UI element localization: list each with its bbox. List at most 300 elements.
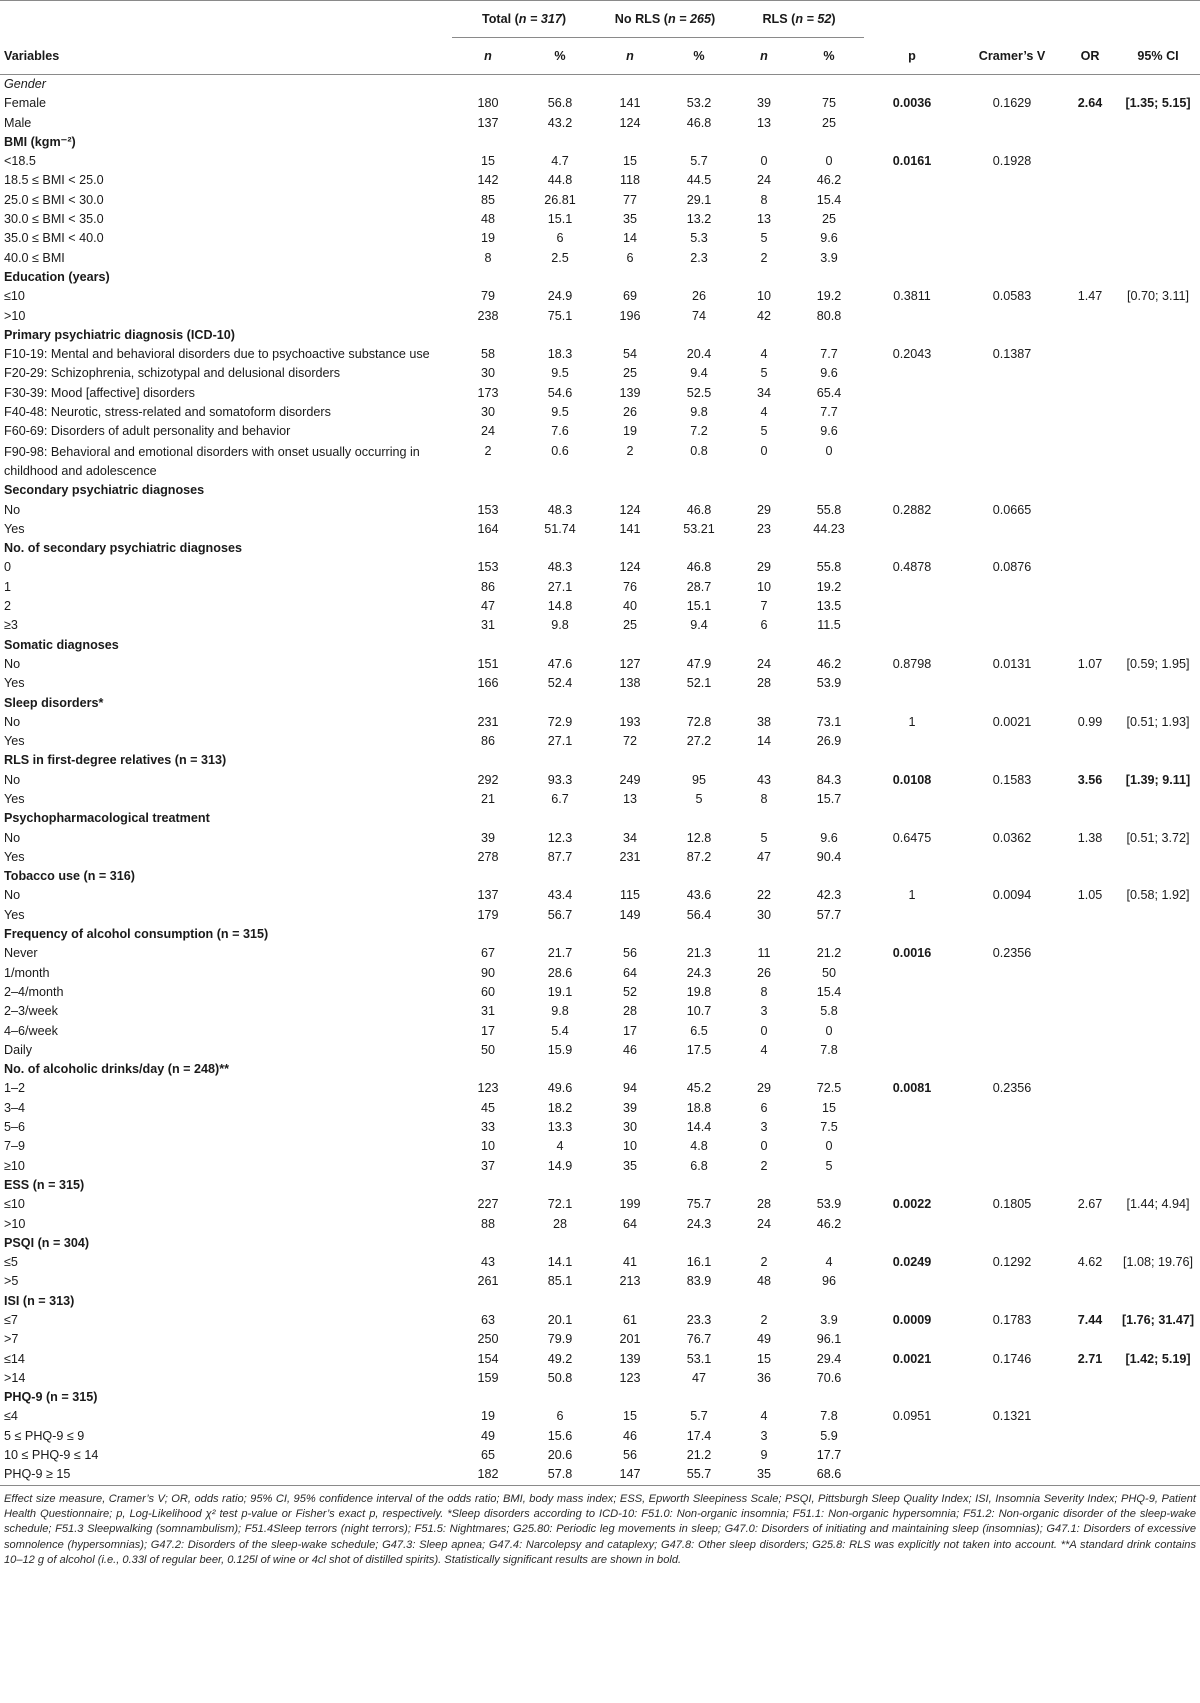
cell-conf-interval xyxy=(1116,1118,1200,1137)
cell-conf-interval xyxy=(1116,539,1200,558)
cell-total-pct: 12.3 xyxy=(547,830,573,845)
cell-norls-pct: 56.4 xyxy=(686,907,712,922)
col-header-ci: 95% CI xyxy=(1116,38,1200,75)
cell-conf-interval xyxy=(1116,403,1200,422)
cell-odds-ratio xyxy=(1064,694,1116,713)
cell-total-pct: 15.6 xyxy=(547,1428,573,1443)
cell-total-pct: 57.8 xyxy=(524,1465,596,1485)
cell-norls-pct xyxy=(664,75,734,95)
cell-total-pct: 13.3 xyxy=(547,1120,573,1135)
cell-conf-interval: [0.51; 1.93] xyxy=(1126,714,1190,729)
cell-total-n: 21 xyxy=(480,791,495,806)
cell-odds-ratio xyxy=(1064,867,1116,886)
cell-odds-ratio xyxy=(1064,1157,1116,1176)
cell-norls-pct: 9.4 xyxy=(690,366,708,381)
cell-total-n: 137 xyxy=(477,115,499,130)
row-label: F40-48: Neurotic, stress-related and somatoform disorders xyxy=(4,405,331,420)
cell-cramers-v xyxy=(960,422,1064,441)
cell-conf-interval xyxy=(1116,1292,1200,1311)
row-label: 5 ≤ PHQ-9 ≤ 9 xyxy=(4,1428,85,1443)
cell-p-value xyxy=(864,1118,960,1137)
cell-rls-pct: 17.7 xyxy=(816,1448,842,1463)
cell-odds-ratio xyxy=(1064,751,1116,770)
cell-rls-n xyxy=(734,809,794,828)
cell-rls-pct: 80.8 xyxy=(816,308,842,323)
table-row xyxy=(0,249,1200,268)
cell-rls-pct: 7.8 xyxy=(820,1409,838,1424)
cell-norls-pct: 52.1 xyxy=(686,676,712,691)
row-label: ≤7 xyxy=(4,1313,18,1327)
cell-total-pct xyxy=(524,1176,596,1195)
cell-odds-ratio xyxy=(1064,578,1116,597)
table-row xyxy=(0,1311,1200,1330)
cell-odds-ratio xyxy=(1064,268,1116,287)
cell-cramers-v xyxy=(960,1234,1064,1253)
cell-norls-pct: 52.5 xyxy=(686,385,712,400)
cell-total-pct: 0.6 xyxy=(551,443,569,458)
cell-cramers-v xyxy=(960,442,1064,482)
row-label: Yes xyxy=(4,907,25,922)
cell-p-value xyxy=(864,268,960,287)
cell-p-value xyxy=(864,364,960,383)
cell-cramers-v xyxy=(960,674,1064,693)
table-row xyxy=(0,1350,1200,1369)
cell-odds-ratio: 0.99 xyxy=(1077,714,1103,729)
cell-p-value xyxy=(864,1041,960,1060)
cell-norls-pct: 2.3 xyxy=(690,250,708,265)
cell-p-value xyxy=(864,616,960,635)
row-label: >14 xyxy=(4,1370,26,1385)
table-row xyxy=(0,1427,1200,1446)
cell-norls-pct: 17.5 xyxy=(686,1042,712,1057)
section-row xyxy=(0,133,1200,152)
cell-conf-interval xyxy=(1116,326,1200,345)
cell-conf-interval: [0.70; 3.11] xyxy=(1126,289,1190,304)
table-row xyxy=(0,655,1200,674)
cell-total-pct: 7.6 xyxy=(551,424,569,439)
section-label: Somatic diagnoses xyxy=(4,637,119,652)
cell-cramers-v xyxy=(960,326,1064,345)
cell-rls-pct: 4 xyxy=(825,1255,833,1270)
cell-odds-ratio xyxy=(1064,326,1116,345)
cell-norls-pct xyxy=(664,636,734,655)
cell-norls-n xyxy=(596,1292,664,1311)
cell-p-value xyxy=(864,1292,960,1311)
cell-rls-n xyxy=(734,1060,794,1079)
cell-cramers-v xyxy=(960,1465,1064,1485)
cell-total-pct xyxy=(524,751,596,770)
cell-cramers-v xyxy=(960,1446,1064,1465)
cell-conf-interval xyxy=(1116,481,1200,500)
cell-total-pct: 20.1 xyxy=(547,1313,573,1327)
cell-cramers-v: 0.1805 xyxy=(992,1197,1032,1212)
cell-conf-interval xyxy=(1116,867,1200,886)
col-header-norls-pct: % xyxy=(664,38,734,75)
cell-conf-interval: [0.59; 1.95] xyxy=(1126,656,1190,671)
cell-total-pct: 9.5 xyxy=(551,366,569,381)
cell-rls-n: 6 xyxy=(760,618,768,633)
cell-p-value: 0.8798 xyxy=(892,656,932,671)
cell-cramers-v xyxy=(960,906,1064,925)
cell-rls-pct: 15.7 xyxy=(816,791,842,806)
cell-conf-interval xyxy=(1116,520,1200,539)
cell-conf-interval xyxy=(1116,501,1200,520)
cell-total-pct: 15.1 xyxy=(547,212,573,227)
cell-total-pct: 20.6 xyxy=(547,1448,573,1463)
cell-odds-ratio xyxy=(1064,403,1116,422)
cell-total-n xyxy=(452,268,524,287)
cell-norls-n: 141 xyxy=(619,521,641,536)
table-row xyxy=(0,1253,1200,1272)
cell-total-n: 137 xyxy=(477,888,499,903)
cell-norls-pct: 28.7 xyxy=(686,579,712,594)
table-row xyxy=(0,983,1200,1002)
cell-total-pct: 2.5 xyxy=(551,250,569,265)
cell-norls-pct: 6.5 xyxy=(690,1023,708,1038)
cell-rls-pct: 19.2 xyxy=(816,289,842,304)
cell-conf-interval xyxy=(1116,1137,1200,1156)
table-row xyxy=(0,1465,1200,1485)
cell-cramers-v xyxy=(960,578,1064,597)
cell-conf-interval xyxy=(1116,1002,1200,1021)
cell-total-n xyxy=(452,133,524,152)
cell-cramers-v: 0.0094 xyxy=(992,888,1032,903)
cell-p-value xyxy=(864,326,960,345)
cell-norls-n: 199 xyxy=(619,1197,641,1212)
cell-rls-pct: 21.2 xyxy=(816,946,842,961)
cell-odds-ratio xyxy=(1064,1388,1116,1407)
row-label: F20-29: Schizophrenia, schizotypal and delusional disorders xyxy=(4,366,341,381)
cell-norls-pct: 26 xyxy=(692,289,707,304)
cell-total-pct: 54.6 xyxy=(547,385,573,400)
cell-p-value xyxy=(864,1427,960,1446)
cell-rls-n: 6 xyxy=(760,1100,768,1115)
cell-rls-n: 8 xyxy=(760,984,768,999)
cell-total-n xyxy=(452,1176,524,1195)
cell-norls-pct: 13.2 xyxy=(686,212,712,227)
section-label: Psychopharmacological treatment xyxy=(4,811,210,826)
cell-norls-pct: 14.4 xyxy=(686,1120,712,1135)
table-row xyxy=(0,520,1200,539)
cell-conf-interval xyxy=(1116,906,1200,925)
cell-rls-pct: 75 xyxy=(822,96,837,111)
cell-rls-pct: 7.7 xyxy=(820,405,838,420)
row-label: 40.0 ≤ BMI xyxy=(4,250,65,265)
cell-odds-ratio xyxy=(1064,191,1116,210)
cell-conf-interval xyxy=(1116,1060,1200,1079)
cell-conf-interval xyxy=(1116,964,1200,983)
cell-norls-n: 124 xyxy=(619,560,641,575)
cell-conf-interval xyxy=(1116,790,1200,809)
cell-total-pct xyxy=(524,1060,596,1079)
cell-norls-pct: 53.1 xyxy=(686,1351,712,1366)
cell-cramers-v xyxy=(960,732,1064,751)
cell-norls-n: 26 xyxy=(622,405,637,420)
cell-p-value xyxy=(864,1369,960,1388)
cell-rls-pct: 46.2 xyxy=(816,656,842,671)
cell-cramers-v xyxy=(960,114,1064,133)
cell-odds-ratio xyxy=(1064,636,1116,655)
row-label: 35.0 ≤ BMI < 40.0 xyxy=(4,231,104,246)
table-row xyxy=(0,287,1200,306)
cell-norls-pct xyxy=(664,326,734,345)
cell-norls-pct: 46.8 xyxy=(686,502,712,517)
cell-norls-n xyxy=(596,636,664,655)
cell-norls-pct xyxy=(664,481,734,500)
cell-total-n xyxy=(452,751,524,770)
cell-norls-n: 56 xyxy=(622,946,637,961)
cell-odds-ratio xyxy=(1064,210,1116,229)
cell-conf-interval xyxy=(1116,578,1200,597)
cell-conf-interval xyxy=(1116,307,1200,326)
cell-norls-pct: 27.2 xyxy=(686,734,712,749)
cell-rls-n: 5 xyxy=(760,366,768,381)
row-label: >7 xyxy=(4,1332,19,1347)
section-label: Tobacco use (n = 316) xyxy=(4,869,135,884)
section-row xyxy=(0,326,1200,345)
cell-rls-pct xyxy=(794,751,864,770)
cell-cramers-v xyxy=(960,790,1064,809)
cell-rls-n: 47 xyxy=(757,849,772,864)
row-label: No xyxy=(4,830,21,845)
cell-rls-n: 3 xyxy=(760,1428,768,1443)
cell-total-n: 2 xyxy=(484,443,492,458)
cell-norls-n xyxy=(596,1388,664,1407)
cell-total-n: 50 xyxy=(480,1042,495,1057)
cell-p-value xyxy=(864,114,960,133)
cell-total-pct: 44.8 xyxy=(547,173,573,188)
cell-total-pct: 49.6 xyxy=(547,1081,573,1096)
cell-norls-n: 139 xyxy=(619,1351,641,1366)
cell-norls-pct: 55.7 xyxy=(664,1465,734,1485)
cell-p-value xyxy=(864,1176,960,1195)
cell-total-n: 166 xyxy=(477,676,499,691)
row-label: F30-39: Mood [affective] disorders xyxy=(4,385,195,400)
cell-cramers-v xyxy=(960,171,1064,190)
cell-odds-ratio xyxy=(1064,597,1116,616)
cell-odds-ratio xyxy=(1064,1079,1116,1098)
cell-rls-n xyxy=(734,751,794,770)
cell-conf-interval xyxy=(1116,1157,1200,1176)
table-row xyxy=(0,790,1200,809)
cell-total-n: 33 xyxy=(480,1120,495,1135)
cell-rls-n: 43 xyxy=(757,772,772,787)
cell-conf-interval xyxy=(1116,1176,1200,1195)
cell-total-n xyxy=(452,636,524,655)
cell-odds-ratio xyxy=(1064,539,1116,558)
section-row xyxy=(0,1176,1200,1195)
table-row xyxy=(0,771,1200,790)
cell-rls-pct xyxy=(794,925,864,944)
cell-cramers-v xyxy=(960,403,1064,422)
cell-odds-ratio xyxy=(1064,1060,1116,1079)
cell-total-n: 231 xyxy=(477,714,499,729)
cell-rls-n: 26 xyxy=(757,965,772,980)
cell-cramers-v: 0.1321 xyxy=(992,1409,1032,1424)
cell-odds-ratio xyxy=(1064,1002,1116,1021)
cell-rls-pct: 7.8 xyxy=(820,1042,838,1057)
cell-rls-n: 4 xyxy=(760,1042,768,1057)
cell-norls-n xyxy=(596,751,664,770)
cell-total-n: 88 xyxy=(480,1216,495,1231)
table-row xyxy=(0,1195,1200,1214)
cell-odds-ratio xyxy=(1064,944,1116,963)
cell-rls-n: 5 xyxy=(760,830,768,845)
cell-rls-pct xyxy=(794,268,864,287)
cell-odds-ratio xyxy=(1064,1118,1116,1137)
cell-odds-ratio xyxy=(1064,152,1116,171)
cell-rls-pct: 9.6 xyxy=(820,366,838,381)
cell-norls-n: 40 xyxy=(622,599,637,614)
cell-total-n: 85 xyxy=(480,192,495,207)
row-label: >5 xyxy=(4,1274,19,1289)
cell-p-value xyxy=(864,867,960,886)
cell-cramers-v xyxy=(960,964,1064,983)
cell-norls-pct: 95 xyxy=(692,772,707,787)
cell-conf-interval xyxy=(1116,1234,1200,1253)
cell-rls-pct xyxy=(794,867,864,886)
row-label: Male xyxy=(4,115,32,130)
cell-p-value xyxy=(864,133,960,152)
cell-total-n: 31 xyxy=(480,1004,495,1019)
cell-p-value xyxy=(864,1388,960,1407)
cell-rls-n: 10 xyxy=(757,579,772,594)
cell-cramers-v xyxy=(960,191,1064,210)
cell-total-n: 250 xyxy=(477,1332,499,1347)
cell-odds-ratio: 3.56 xyxy=(1077,772,1103,787)
cell-rls-n: 30 xyxy=(757,907,772,922)
cell-rls-n xyxy=(734,133,794,152)
cell-conf-interval xyxy=(1116,1079,1200,1098)
row-label: 2–4/month xyxy=(4,984,64,999)
cell-total-n xyxy=(452,809,524,828)
cell-conf-interval xyxy=(1116,114,1200,133)
cell-rls-n xyxy=(734,1292,794,1311)
cell-cramers-v xyxy=(960,983,1064,1002)
row-label: Yes xyxy=(4,521,25,536)
cell-total-pct: 27.1 xyxy=(547,579,573,594)
table-row xyxy=(0,1369,1200,1388)
cell-total-pct: 75.1 xyxy=(547,308,573,323)
cell-odds-ratio xyxy=(1064,1292,1116,1311)
cell-odds-ratio xyxy=(1064,616,1116,635)
cell-cramers-v xyxy=(960,1272,1064,1291)
cell-conf-interval: [0.58; 1.92] xyxy=(1126,888,1190,903)
table-header xyxy=(0,1,1200,75)
section-label: BMI (kgm⁻²) xyxy=(4,134,76,149)
cell-norls-n: 52 xyxy=(622,984,637,999)
col-header-or: OR xyxy=(1064,38,1116,75)
cell-norls-pct: 12.8 xyxy=(686,830,712,845)
cell-total-n: 65 xyxy=(480,1448,495,1463)
cell-total-pct xyxy=(524,809,596,828)
cell-total-pct: 18.2 xyxy=(547,1100,573,1115)
cell-cramers-v xyxy=(960,1002,1064,1021)
table-row xyxy=(0,713,1200,732)
cell-conf-interval xyxy=(1116,268,1200,287)
cell-total-n: 48 xyxy=(480,212,495,227)
table-row xyxy=(0,1099,1200,1118)
cell-total-n: 60 xyxy=(480,984,495,999)
cell-norls-n: 56 xyxy=(622,1448,637,1463)
cell-conf-interval: [1.08; 19.76] xyxy=(1123,1255,1194,1270)
cell-cramers-v xyxy=(960,1292,1064,1311)
cell-norls-n xyxy=(596,925,664,944)
cell-p-value: 1 xyxy=(908,888,916,903)
cell-norls-pct: 44.5 xyxy=(686,173,712,188)
section-row xyxy=(0,867,1200,886)
cell-p-value: 0.3811 xyxy=(893,289,931,304)
row-label: 18.5 ≤ BMI < 25.0 xyxy=(4,173,104,188)
cell-rls-n xyxy=(734,326,794,345)
section-row xyxy=(0,925,1200,944)
row-label: 2 xyxy=(4,599,12,614)
cell-cramers-v: 0.0131 xyxy=(992,656,1032,671)
cell-total-n: 182 xyxy=(452,1465,524,1485)
cell-odds-ratio xyxy=(1064,307,1116,326)
table-row xyxy=(0,114,1200,133)
table-row xyxy=(0,384,1200,403)
col-header-total-pct: % xyxy=(524,38,596,75)
cell-rls-pct xyxy=(794,326,864,345)
cell-odds-ratio: 2.71 xyxy=(1077,1351,1103,1366)
cell-total-n: 153 xyxy=(477,560,499,575)
row-label: Yes xyxy=(4,791,25,806)
cell-odds-ratio xyxy=(1064,1330,1116,1349)
cell-odds-ratio xyxy=(1064,848,1116,867)
row-label: 1/month xyxy=(4,965,50,980)
section-row xyxy=(0,636,1200,655)
cell-norls-pct xyxy=(664,694,734,713)
cell-rls-pct: 11.5 xyxy=(817,618,841,633)
cell-norls-n: 64 xyxy=(622,1216,637,1231)
cell-p-value xyxy=(864,751,960,770)
row-label: <18.5 xyxy=(4,154,36,169)
cell-odds-ratio: 1.47 xyxy=(1077,289,1103,304)
cell-rls-n: 24 xyxy=(757,1216,772,1231)
cell-odds-ratio: 7.44 xyxy=(1077,1313,1103,1327)
cell-total-n: 86 xyxy=(480,734,495,749)
cell-norls-n: 196 xyxy=(619,308,641,323)
cell-norls-n: 72 xyxy=(622,734,637,749)
cell-conf-interval xyxy=(1116,422,1200,441)
cell-rls-n: 5 xyxy=(760,231,768,246)
cell-rls-n: 24 xyxy=(757,656,772,671)
col-header-rls-n: n xyxy=(734,38,794,75)
cell-norls-pct: 15.1 xyxy=(686,599,712,614)
header-blank-right xyxy=(864,1,1200,38)
cell-norls-pct: 24.3 xyxy=(686,1216,712,1231)
cell-total-n: 67 xyxy=(480,946,495,961)
cell-total-pct: 9.8 xyxy=(551,1004,569,1019)
cell-odds-ratio xyxy=(1064,133,1116,152)
table-row xyxy=(0,191,1200,210)
cell-norls-pct: 45.2 xyxy=(686,1081,712,1096)
cell-odds-ratio xyxy=(1064,1272,1116,1291)
cell-rls-pct: 15.4 xyxy=(816,984,842,999)
cell-total-pct: 18.3 xyxy=(547,347,573,362)
table-row xyxy=(0,94,1200,113)
cell-norls-n: 25 xyxy=(622,618,637,633)
cell-total-pct xyxy=(524,1234,596,1253)
section-label: Sleep disorders* xyxy=(4,695,104,710)
cell-norls-n xyxy=(596,481,664,500)
cell-cramers-v xyxy=(960,1330,1064,1349)
cell-p-value: 0.2882 xyxy=(892,502,932,517)
cell-odds-ratio xyxy=(1064,442,1116,482)
cell-rls-n: 29 xyxy=(757,560,772,575)
cell-norls-n: 15 xyxy=(622,1409,637,1424)
